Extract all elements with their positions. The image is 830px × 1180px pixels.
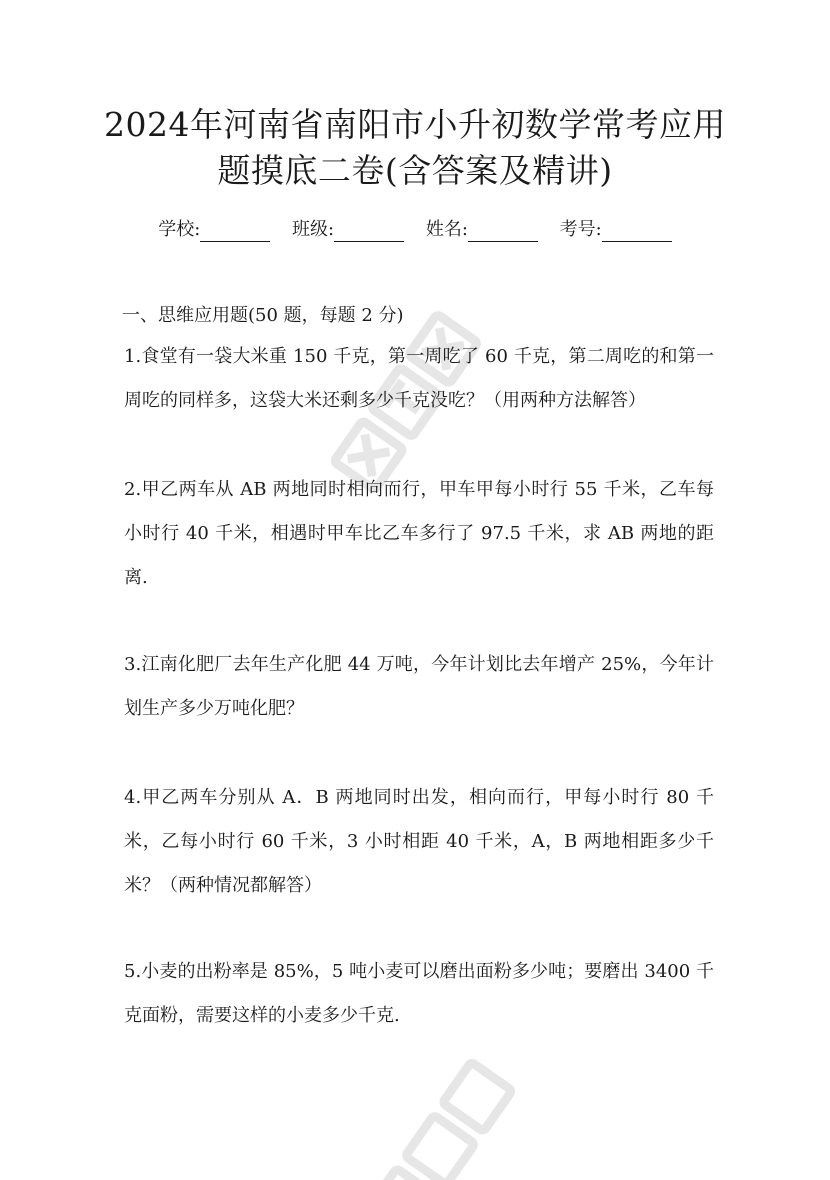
- school-label: 学校:: [158, 219, 201, 240]
- exam-no-label: 考号:: [559, 219, 602, 240]
- class-label: 班级:: [292, 219, 335, 240]
- name-blank[interactable]: [468, 223, 538, 242]
- class-blank[interactable]: [334, 223, 404, 242]
- question-3: 3.江南化肥厂去年生产化肥 44 万吨，今年计划比去年增产 25%，今年计划生产多少万吨化肥？: [124, 654, 714, 719]
- name-field: [426, 219, 538, 240]
- exam-no-field: [560, 219, 672, 240]
- school-field: [158, 219, 270, 240]
- student-info-line: [0, 218, 830, 242]
- watermark-lower: [330, 1040, 550, 1180]
- name-label: 姓名:: [425, 219, 468, 240]
- doc-title-line-1: 2024年河南省南阳市小升初数学常考应用: [104, 105, 726, 144]
- question-5: 5.小麦的出粉率是 85%，5 吨小麦可以磨出面粉多少吨；要磨出 3400 千克面粉，需要这样的小麦多少千克.: [124, 961, 714, 1026]
- question-1: 1.食堂有一袋大米重 150 千克，第一周吃了 60 千克，第二周吃的和第一周吃的同样多，这袋大米还剩多少千克没吃？（用两种方法解答）: [124, 346, 714, 411]
- question-4: 4.甲乙两车分别从 A．B 两地同时出发，相向而行，甲每小时行 80 千米，乙每小时行 60 千米，3 小时相距 40 千米，A，B 两地相距多少千米？（两种情况都解答）: [124, 787, 714, 896]
- question-2: 2.甲乙两车从 AB 两地同时相向而行，甲车甲每小时行 55 千米，乙车每小时行 40 千米，相遇时甲车比乙车多行了 97.5 千米，求 AB 两地的距离.: [124, 479, 714, 588]
- school-blank[interactable]: [200, 223, 270, 242]
- class-field: [292, 219, 404, 240]
- exam-no-blank[interactable]: [602, 223, 672, 242]
- doc-title-line-2: 题摸底二卷(含答案及精讲): [217, 151, 613, 190]
- section-heading: 一、思维应用题(50 题，每题 2 分): [122, 305, 404, 326]
